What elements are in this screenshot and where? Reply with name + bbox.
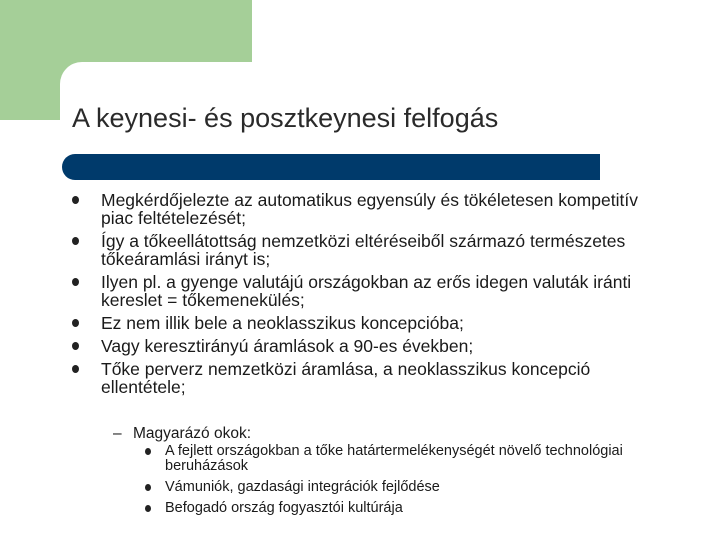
dash-icon: – xyxy=(113,425,122,442)
sub-bullet-list xyxy=(113,425,673,522)
nested-bullet-item xyxy=(143,444,673,474)
bullet-dot-icon xyxy=(72,196,79,204)
nested-bullet-text: Befogadó ország fogyasztói kultúrája xyxy=(165,500,403,516)
bullet-item xyxy=(72,232,672,268)
bullet-item xyxy=(72,191,672,227)
slide-title: A keynesi- és posztkeynesi felfogás xyxy=(72,103,499,133)
bullet-text: Megkérdőjelezte az automatikus egyensúly és tökéletesen kompetitív piac feltételezését; xyxy=(101,190,638,228)
bullet-dot-icon xyxy=(145,505,151,512)
bullet-item xyxy=(72,273,672,309)
bullet-dot-icon xyxy=(145,448,151,455)
bullet-text: Ilyen pl. a gyenge valutájú országokban az erős idegen valuták iránti kereslet = tőkemenekülés; xyxy=(101,272,632,310)
sub-bullet-text: Magyarázó okok: xyxy=(133,425,252,442)
bullet-dot-icon xyxy=(72,365,79,373)
bullet-text: Vagy keresztirányú áramlások a 90-es években; xyxy=(101,336,474,356)
bullet-dot-icon xyxy=(72,237,79,245)
bullet-item xyxy=(72,360,672,396)
nested-bullet-item xyxy=(143,480,673,495)
bullet-text: Tőke perverz nemzetközi áramlása, a neoklasszikus koncepció ellentétele; xyxy=(101,359,591,397)
nested-bullet-list xyxy=(133,444,673,516)
bullet-item xyxy=(72,314,672,332)
bullet-dot-icon xyxy=(72,342,79,350)
sub-bullet-item xyxy=(113,425,673,516)
bullet-list xyxy=(72,191,672,401)
bullet-dot-icon xyxy=(145,484,151,491)
nested-bullet-text: Vámuniók, gazdasági integrációk fejlődése xyxy=(165,479,440,495)
title-underline-bar xyxy=(62,154,600,180)
nested-bullet-item xyxy=(143,501,673,516)
nested-bullet-text: A fejlett országokban a tőke határtermelékenységét növelő technológiai beruházások xyxy=(165,443,623,474)
bullet-dot-icon xyxy=(72,278,79,286)
bullet-text: Ez nem illik bele a neoklasszikus koncepcióba; xyxy=(101,313,464,333)
bullet-dot-icon xyxy=(72,319,79,327)
bullet-item xyxy=(72,337,672,355)
bullet-text: Így a tőkeellátottság nemzetközi eltéréseiből származó természetes tőkeáramlási irányt is; xyxy=(101,231,626,269)
